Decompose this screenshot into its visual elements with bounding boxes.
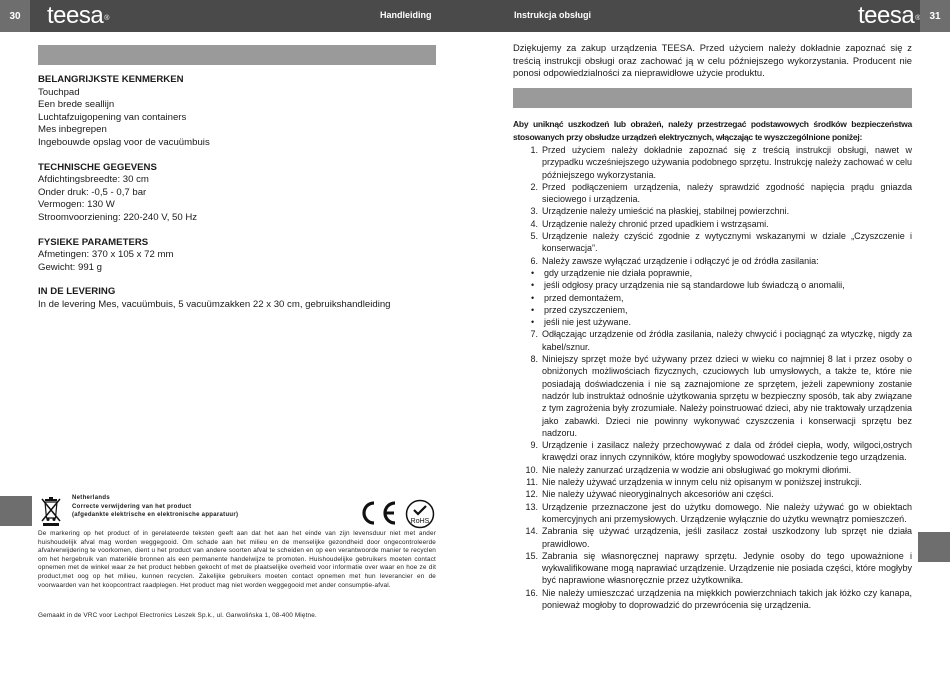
list-item (513, 144, 912, 181)
manufacturer-line: Gemaakt in de VRC voor Lechpol Electronics Leszek Sp.k., ul. Garwolińska 1, 08-400 Miętne. (38, 612, 317, 619)
bullet-item (531, 304, 912, 316)
spec-line: Vermogen: 130 W (38, 199, 115, 211)
left-header-title: Handleiding (380, 10, 432, 20)
intro-paragraph: Dziękujemy za zakup urządzenia TEESA. Przed użyciem należy dokładnie zapoznać się z treścią instrukcji obsługi oraz zachować ją w celu późniejszego wykorzystania. Producent nie ponosi odpowiedzialności za nieprawidłowe użycie produktu. (513, 42, 912, 79)
rule-number: 5. (530, 231, 538, 242)
rule-number: 4. (530, 218, 538, 229)
weee-disposal-text: De markering op het product of in gerelateerde teksten geeft aan dat het aan het einde van zijn levensduur niet met ander huishoudelijk afval mag worden weggegooid. Om schade aan het milieu en de menselijke gezondheid door ongecontroleerde afvalverwijdering te voorkomen, dient u het product van andere soorten afval te scheiden en op een verantwoorde manier te recyclen om het hergebruik van materiële bronnen als een permanente handelwijze te promoten. Huishoudelijke gebruikers moeten contact opnemen met de winkel waar ze het product hebben gekocht of met de plaatselijke overheid voor informatie over waar en hoe ze dit product,met oog op het milieu, kunnen recyclen. Zakelijke gebruikers moeten contact opnemen met hun leverancier en de voorwaarden van het koopcontract raadplegen. Het product mag niet worden weggegooid met ander consumptie-afval. (38, 530, 436, 589)
bullet-item (531, 279, 912, 291)
rule-number: 12. (525, 489, 538, 500)
rule-text: Zabrania się używać urządzenia, jeśli zasilacz został uszkodzony lub sprzęt nie działa prawidłowo. (542, 526, 912, 549)
rule-number: 11. (526, 477, 538, 488)
list-item (513, 501, 912, 526)
safety-warning-heading: Aby uniknąć uszkodzeń lub obrażeń, należy przestrzegać podstawowych środków bezpieczeństwa stosowanych przy obsłudze urządzeń elektrycznych, włączając te wyszczególnione poniżej: (513, 119, 912, 142)
right-header-title: Instrukcja obsługi (514, 10, 592, 20)
feature-line: Touchpad (38, 86, 80, 98)
feature-line: Luchtafzuigopening van containers (38, 111, 187, 123)
rohs-mark-icon (405, 499, 435, 529)
rule-text: Urządzenie i zasilacz należy przechowywać z dala od źródeł ciepła, wody, wilgoci,ostrych krawędzi oraz innych czynników, które mogłyby spowodować uszkodzenie tego urządzenia. (542, 440, 912, 463)
bullet-item (531, 267, 912, 279)
list-item (513, 230, 912, 255)
rule-text: Urządzenie należy umieścić na płaskiej, stabilnej powierzchni. (542, 206, 790, 217)
rule-text: Przed podłączeniem urządzenia, należy sprawdzić zgodność napięcia prądu gniazda sieciowego i urządzenia. (542, 181, 912, 205)
rule-number: 13. (525, 501, 538, 512)
package-contents-section (38, 286, 436, 311)
logo-text: teesa (47, 2, 104, 29)
weee-line1: Correcte verwijdering van het product (72, 503, 192, 510)
bullet-dot: • (531, 304, 535, 315)
safety-rules-list (513, 144, 912, 611)
page-header (0, 0, 950, 32)
feature-line: Mes inbegrepen (38, 124, 107, 136)
crossed-out-wheelie-bin-icon (40, 496, 62, 526)
spec-line: Stroomvoorziening: 220-240 V, 50 Hz (38, 211, 198, 223)
bullet-item (531, 292, 912, 304)
rule-text: Nie należy zanurzać urządzenia w wodzie ani obsługiwać go mokrymi dłońmi. (542, 464, 852, 475)
section-title: IN DE LEVERING (38, 286, 116, 298)
registered-mark: ® (104, 15, 109, 22)
rule-text: Urządzenie należy chronić przed upadkiem i wstrząsami. (542, 218, 769, 229)
teesa-logo-right (858, 3, 920, 29)
bullet-dot: • (531, 267, 535, 278)
rohs-badge-icon (405, 499, 435, 529)
rule-number: 7. (530, 329, 538, 340)
right-section-bar (513, 88, 912, 108)
teesa-logo (47, 3, 109, 29)
list-item (513, 525, 912, 550)
list-item (513, 476, 912, 488)
bullet-dot: • (531, 280, 535, 291)
left-side-tab (0, 496, 32, 526)
rule-number: 1. (530, 145, 538, 155)
rule-text: Urządzenie należy czyścić zgodnie z wytycznymi wskazanymi w dziale „Czyszczenie i konserwacja”. (542, 231, 912, 254)
section-title: FYSIEKE PARAMETERS (38, 236, 149, 248)
rohs-label: RoHS (410, 518, 430, 525)
rule-number: 9. (530, 440, 538, 451)
left-section-bar (38, 45, 436, 65)
left-features-column (38, 74, 436, 324)
section-title: TECHNISCHE GEGEVENS (38, 161, 157, 173)
spec-line: Gewicht: 991 g (38, 261, 102, 273)
feature-line: Ingebouwde opslag voor de vacuümbuis (38, 136, 210, 148)
rule-number: 16. (525, 587, 538, 598)
ce-mark-icon (357, 499, 401, 527)
spec-line: Afmetingen: 370 x 105 x 72 mm (38, 249, 174, 261)
rule-text: Nie należy umieszczać urządzenia na miękkich powierzchniach takich jak łóżko czy kanapa, ponieważ mogłoby to doprowadzić do przewrócenia się urządzenia. (542, 587, 912, 610)
rule-text: Nie należy używać urządzenia w innym celu niż opisanym w poniższej instrukcji. (542, 477, 862, 488)
rule-text: Nie należy używać nieoryginalnych akcesoriów ani części. (542, 489, 774, 500)
bullet-dot: • (531, 292, 535, 303)
features-section (38, 74, 436, 150)
rule-text: Niniejszy sprzęt może być używany przez dzieci w wieku co najmniej 8 lat i przez osoby o obniżonych możliwościach fizycznych, czuciowych lub umysłowych, a także te, które nie posiadają doświadczenia i nie są zaznajomione ze sprzętem, jeżeli zapewniony zostanie nadzór lub instruktaż odnośnie użytkowania sprzętu w bezpieczny sposób, tak aby związane z tym zagrożenia były zrozumiałe. Należy poinstruować dzieci, aby nie traktowały urządzenia jako zabawki. Dzieci nie powinny wykonywać czyszczenia i konserwacji sprzętu bez nadzoru. (542, 354, 912, 438)
contents-line: In de levering Mes, vacuümbuis, 5 vacuümzakken 22 x 30 cm, gebruikshandleiding (38, 298, 391, 310)
list-item (513, 328, 912, 353)
rule-number: 2. (530, 181, 538, 192)
bullet-text: jeśli odgłosy pracy urządzenia nie są standardowe lub świadczą o anomalii, (544, 280, 845, 291)
weee-country: Netherlands (72, 495, 110, 501)
rule-number: 14. (525, 526, 538, 537)
rule-text: Odłączając urządzenie od źródła zasilania, należy chwycić i pociągnąć za wtyczkę, nigdy za kabel/sznur. (542, 329, 912, 352)
section-title: BELANGRIJKSTE KENMERKEN (38, 74, 184, 85)
rule-text: Zabrania się własnoręcznej naprawy sprzętu. Jedynie osoby do tego upoważnione i wykwalifikowane mogą naprawiać urządzenie. Urządzenie nie posiada części, które mogłyby być naprawione własnoręcznie przez użytkownika. (542, 550, 912, 586)
rule-number: 10. (525, 464, 538, 475)
list-item (513, 205, 912, 217)
bullet-text: jeśli nie jest używane. (544, 317, 632, 328)
weee-line2: (afgedankte elektrische en elektronische apparatuur) (72, 512, 239, 518)
list-item (513, 464, 912, 476)
rule6-bullet-list (531, 267, 912, 328)
left-page-number: 30 (0, 0, 30, 32)
rule-number: 6. (530, 255, 538, 266)
registered-mark-right: ® (915, 15, 920, 22)
spec-line: Afdichtingsbreedte: 30 cm (38, 174, 149, 186)
weee-heading (72, 494, 238, 520)
bullet-text: przed demontażem, (544, 292, 624, 303)
list-item (513, 218, 912, 230)
rule-number: 8. (530, 354, 538, 365)
physical-parameters-section (38, 237, 436, 275)
right-page-number: 31 (920, 0, 950, 32)
bullet-text: przed czyszczeniem, (544, 304, 628, 315)
list-item (513, 488, 912, 500)
feature-line: Een brede seallijn (38, 99, 115, 111)
technical-data-section (38, 162, 436, 225)
right-side-tab (918, 532, 950, 562)
list-item (513, 181, 912, 206)
rule-number: 3. (530, 206, 538, 217)
list-item (513, 439, 912, 464)
logo-text-right: teesa (858, 2, 915, 29)
rule-text: Należy zawsze wyłączać urządzenie i odłączyć je od źródła zasilania: (542, 255, 819, 266)
rule-text: Przed użyciem należy dokładnie zapoznać się z treścią instrukcji obsługi, nawet w przypadku wcześniejszego używania podobnego sprzętu. Instrukcję należy zachować w celu późniejszego wykorzystania. (542, 145, 912, 180)
bullet-text: gdy urządzenie nie działa poprawnie, (544, 267, 693, 278)
bullet-item (531, 316, 912, 328)
rule-text: Urządzenie przeznaczone jest do użytku domowego. Nie należy używać go w obiektach komercyjnych ani przemysłowych. Urządzenie wyłącznie do użytku wewnątrz pomieszczeń. (542, 501, 912, 524)
bullet-dot: • (531, 317, 535, 328)
list-item (513, 353, 912, 439)
rule-number: 15. (525, 550, 538, 561)
list-item (513, 587, 912, 612)
list-item (513, 550, 912, 587)
list-item (513, 255, 912, 267)
spec-line: Onder druk: -0,5 - 0,7 bar (38, 186, 147, 198)
